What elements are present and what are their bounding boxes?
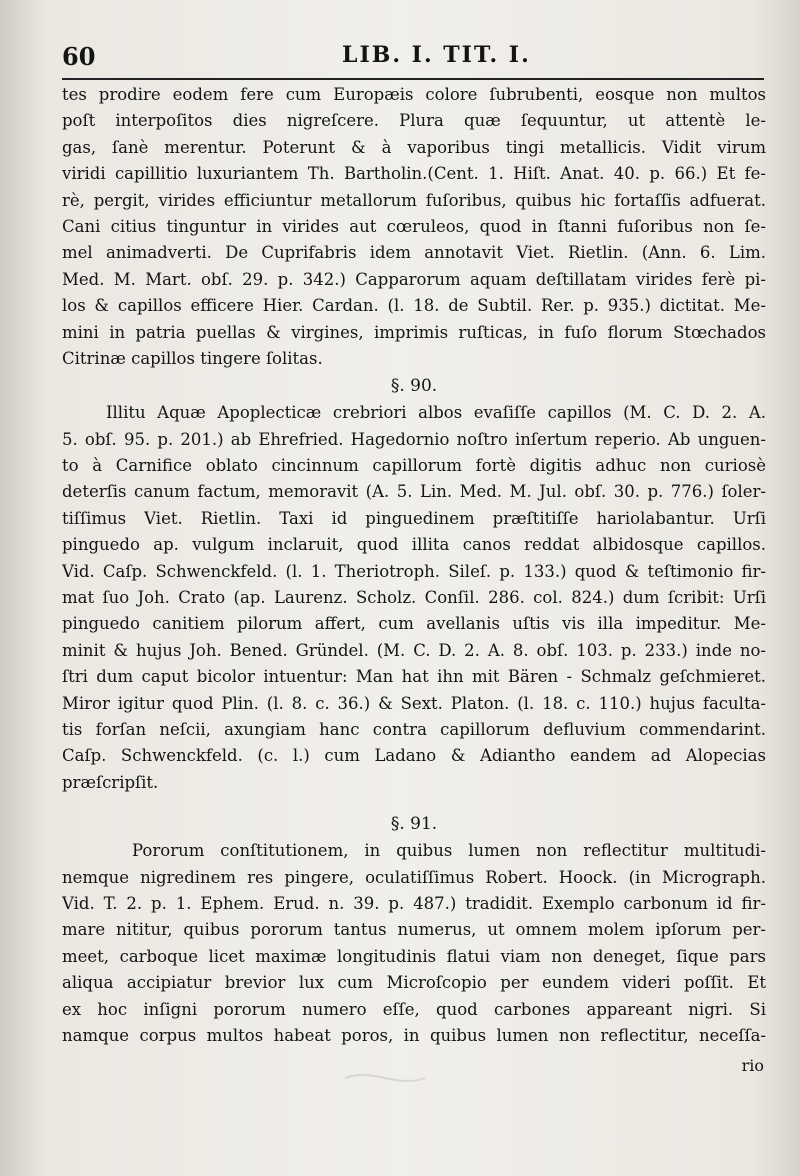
header-rule	[62, 78, 764, 80]
section-heading-91: §. 91.	[390, 814, 438, 835]
text-line: Med. M. Mart. obſ. 29. p. 342.) Capparorum aquam deſtillatam virides ferè pi-	[62, 269, 766, 289]
text-line: Vid. T. 2. p. 1. Ephem. Erud. n. 39. p. 487.) tradidit. Exemplo carbonum id fir-	[62, 893, 766, 913]
text-line: rè, pergit, virides efficiuntur metallorum fuſoribus, quibus hic fortaſſis adfuerat.	[62, 190, 766, 210]
running-head: LIB. I. TIT. I.	[342, 42, 531, 68]
page-number: 60	[62, 42, 96, 71]
text-line: minit & hujus Joh. Bened. Gründel. (M. C. D. 2. A. 8. obſ. 103. p. 233.) inde no-	[62, 640, 766, 660]
text-line: tes prodire eodem fere cum Europæis colore ſubrubenti, eosque non multos	[62, 85, 766, 104]
text-line: nemque nigredinem res pingere, oculatiſſimus Robert. Hoock. (in Micrograph.	[62, 867, 766, 887]
text-line: aliqua accipiatur brevior lux cum Microſcopio per eundem videri poſſit. Et	[62, 973, 766, 993]
show-through-ornament	[340, 1070, 430, 1086]
text-line: mini in patria puellas & virgines, imprimis ruſticas, in fuſo florum Stœchados	[62, 322, 766, 342]
text-line: Caſp. Schwenckfeld. (c. l.) cum Ladano & Adiantho eandem ad Alopecias	[62, 746, 766, 766]
text-line: gas, ſanè merentur. Poterunt & à vaporibus tingi metallicis. Vidit virum	[62, 137, 766, 157]
section-heading-90: §. 90.	[390, 376, 438, 397]
text-line: namque corpus multos habeat poros, in quibus lumen non reflectitur, neceſſa-	[62, 1025, 766, 1045]
text-line: mare nititur, quibus pororum tantus numerus, ut omnem molem ipſorum per-	[62, 920, 766, 940]
section-gap	[62, 796, 766, 810]
text-line: præſcripſit.	[62, 772, 159, 792]
text-line: Cani citius tinguntur in virides aut cœruleos, quod in ſtanni fuſoribus non ſe-	[62, 216, 766, 236]
text-line: Illitu Aquæ Apoplecticæ crebriori albos evaſiſſe capillos (M. C. D. 2. A.	[106, 403, 766, 423]
text-line: pinguedo canitiem pilorum affert, cum avellanis uſtis vis illa impeditur. Me-	[62, 614, 766, 634]
catchword: rio	[741, 1056, 764, 1075]
text-line: Miror igitur quod Plin. (l. 8. c. 36.) & Sext. Platon. (l. 18. c. 110.) hujus faculta-	[62, 693, 766, 713]
paragraph-continuation	[62, 82, 766, 372]
text-line: Citrinæ capillos tingere ſolitas.	[62, 348, 323, 368]
text-line: deterſis canum factum, memoravit (A. 5. Lin. Med. M. Jul. obſ. 30. p. 776.) ſoler-	[62, 482, 766, 502]
body-text	[62, 82, 766, 1049]
text-line: ſtri dum caput bicolor intuentur: Man hat ihn mit Bären - Schmalz geſchmieret.	[62, 667, 766, 687]
text-line: tis forſan neſcii, axungiam hanc contra capillorum defluvium commendarint.	[62, 719, 766, 739]
text-line: 5. obſ. 95. p. 201.) ab Ehrefried. Hagedornio noſtro inſertum reperio. Ab unguen-	[62, 429, 766, 449]
text-line: viridi capillitio luxuriantem Th. Bartholin.(Cent. 1. Hiſt. Anat. 40. p. 66.) Et fe-	[62, 164, 766, 184]
text-line: mat ſuo Joh. Crato (ap. Laurenz. Scholz. Conſil. 286. col. 824.) dum ſcribit: Urſi	[62, 588, 766, 608]
text-line: poſt interpoſitos dies nigreſcere. Plura quæ ſequuntur, ut attentè le-	[62, 111, 766, 131]
text-line: mel animadverti. De Cuprifabris idem annotavit Viet. Rietlin. (Ann. 6. Lim.	[62, 243, 766, 263]
text-line: meet, carboque licet maximæ longitudinis flatui viam non deneget, ſique pars	[62, 946, 766, 966]
text-line: to à Carnifice oblato cincinnum capillorum fortè digitis adhuc non curiosè	[62, 456, 766, 476]
text-line: tiſſimus Viet. Rietlin. Taxi id pinguedinem præſtitiſſe hariolabantur. Urſi	[62, 508, 766, 528]
section-91-text	[62, 838, 766, 1049]
section-90-text	[62, 400, 766, 796]
text-line: ex hoc inſigni pororum numero eſſe, quod carbones appareant nigri. Si	[62, 999, 766, 1019]
text-line: Pororum conſtitutionem, in quibus lumen non reflectitur multitudi-	[132, 841, 766, 861]
text-line: Vid. Caſp. Schwenckfeld. (l. 1. Theriotroph. Sileſ. p. 133.) quod & teſtimonio fir-	[62, 561, 766, 581]
page-header	[62, 42, 762, 76]
text-line: los & capillos efficere Hier. Cardan. (l. 18. de Subtil. Rer. p. 935.) dictitat. Me-	[62, 296, 766, 316]
text-line: pinguedo ap. vulgum inclaruit, quod illita canos reddat albidosque capillos.	[62, 535, 766, 555]
